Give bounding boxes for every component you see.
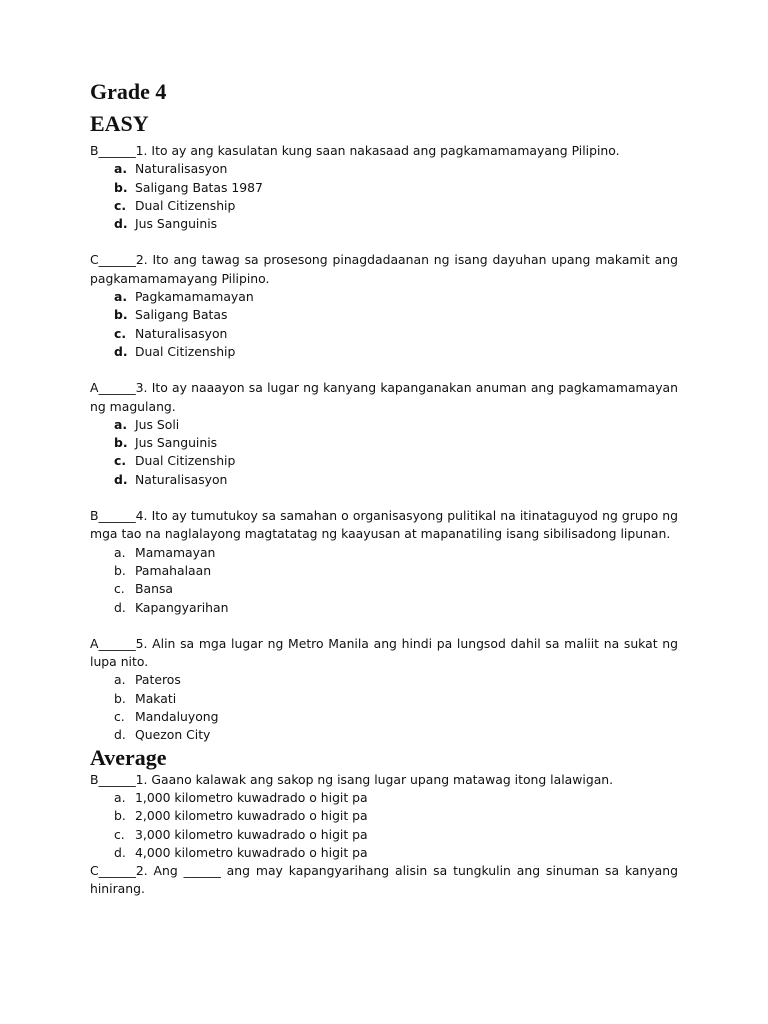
choice-letter: c.: [114, 826, 125, 842]
choice-list: [90, 288, 678, 361]
choice-letter: b.: [114, 808, 126, 824]
choice-item: [114, 544, 678, 562]
choice-text: Naturalisasyon: [135, 471, 228, 487]
choice-item: [114, 343, 678, 361]
choice-item: [114, 807, 678, 825]
choice-text: Mandaluyong: [135, 709, 219, 725]
choice-item: [114, 215, 678, 233]
choice-letter: d.: [114, 343, 128, 359]
question-easy-1: [90, 142, 678, 233]
choice-list: [90, 416, 678, 489]
choice-letter: a.: [114, 289, 128, 305]
question-easy-2: [90, 251, 678, 361]
grade-title: Grade 4: [90, 79, 167, 104]
section-heading-average: Average: [90, 744, 167, 770]
choice-item: [114, 306, 678, 324]
choice-item: [114, 179, 678, 197]
choice-letter: b.: [114, 435, 128, 451]
choice-item: [114, 580, 678, 598]
choice-list: [90, 789, 678, 862]
question-easy-5: [90, 635, 678, 745]
choice-letter: d.: [114, 727, 126, 743]
choice-text: Jus Sanguinis: [135, 216, 218, 232]
choice-text: Saligang Batas 1987: [135, 179, 263, 195]
choice-text: Quezon City: [135, 727, 211, 743]
choice-item: [114, 452, 678, 470]
choice-text: Bansa: [135, 581, 173, 597]
question-average-2: [90, 862, 678, 899]
choice-list: [90, 544, 678, 617]
question-text: B______4. Ito ay tumutukoy sa samahan o organisasyong pulitikal na itinataguyod ng grupo ng mga tao na naglalayong magtatatag ng kaayusan at mapanatiling isang sibilisadong lipunan.: [90, 508, 678, 542]
choice-item: [114, 471, 678, 489]
choice-letter: a.: [114, 416, 128, 432]
choice-item: [114, 690, 678, 708]
choice-letter: b.: [114, 179, 128, 195]
choice-item: [114, 197, 678, 215]
choice-text: Jus Sanguinis: [135, 435, 218, 451]
choice-text: Kapangyarihan: [135, 599, 229, 615]
question-easy-4: [90, 507, 678, 617]
choice-text: 3,000 kilometro kuwadrado o higit pa: [135, 826, 368, 842]
question-easy-3: [90, 379, 678, 489]
choice-text: 1,000 kilometro kuwadrado o higit pa: [135, 789, 368, 805]
choice-text: Pagkamamamayan: [135, 289, 254, 305]
choice-text: Dual Citizenship: [135, 453, 236, 469]
choice-text: Dual Citizenship: [135, 197, 236, 213]
question-text: B______1. Ito ay ang kasulatan kung saan nakasaad ang pagkamamamayang Pilipino.: [90, 143, 620, 158]
choice-item: [114, 434, 678, 452]
section-heading-easy: EASY: [90, 111, 149, 136]
choice-text: Saligang Batas: [135, 307, 228, 323]
choice-letter: d.: [114, 844, 126, 860]
choice-item: [114, 325, 678, 343]
choice-text: Pateros: [135, 672, 181, 688]
choice-letter: b.: [114, 307, 128, 323]
choice-letter: d.: [114, 471, 128, 487]
choice-item: [114, 416, 678, 434]
choice-list: [90, 671, 678, 744]
question-text: A______5. Alin sa mga lugar ng Metro Manila ang hindi pa lungsod dahil sa maliit na sukat ng lupa nito.: [90, 635, 678, 670]
choice-letter: c.: [114, 325, 127, 341]
choice-text: Pamahalaan: [135, 562, 212, 578]
choice-letter: a.: [114, 161, 128, 177]
choice-letter: c.: [114, 709, 125, 725]
choice-letter: b.: [114, 562, 126, 578]
choice-letter: d.: [114, 216, 128, 232]
choice-item: [114, 562, 678, 580]
choice-letter: d.: [114, 599, 126, 615]
choice-letter: c.: [114, 197, 127, 213]
choice-item: [114, 599, 678, 617]
question-text: A______3. Ito ay naaayon sa lugar ng kanyang kapanganakan anuman ang pagkamamamayan ng magulang.: [90, 380, 678, 414]
choice-text: Mamamayan: [135, 544, 216, 560]
question-text: C______2. Ito ang tawag sa prosesong pinagdadaanan ng isang dayuhan upang makamit ang pagkamamamayang Pilipino.: [90, 252, 678, 286]
choice-letter: b.: [114, 690, 126, 706]
choice-item: [114, 708, 678, 726]
choice-item: [114, 844, 678, 862]
choice-text: 4,000 kilometro kuwadrado o higit pa: [135, 844, 368, 860]
choice-text: Dual Citizenship: [135, 343, 236, 359]
choice-letter: a.: [114, 789, 126, 805]
choice-list: [90, 160, 678, 233]
choice-text: 2,000 kilometro kuwadrado o higit pa: [135, 808, 368, 824]
choice-text: Jus Soli: [135, 416, 180, 432]
choice-item: [114, 288, 678, 306]
choice-item: [114, 726, 678, 744]
question-text: C______2. Ang ______ ang may kapangyarihang alisin sa tungkulin ang sinuman sa kanyang hinirang.: [90, 863, 678, 897]
choice-letter: c.: [114, 581, 125, 597]
choice-letter: c.: [114, 453, 127, 469]
choice-text: Naturalisasyon: [135, 161, 228, 177]
choice-text: Naturalisasyon: [135, 325, 228, 341]
question-text: B______1. Gaano kalawak ang sakop ng isang lugar upang matawag itong lalawigan.: [90, 771, 614, 787]
question-average-1: [90, 771, 678, 862]
choice-letter: a.: [114, 672, 126, 688]
choice-letter: a.: [114, 544, 126, 560]
choice-text: Makati: [135, 690, 177, 706]
choice-item: [114, 671, 678, 689]
choice-item: [114, 160, 678, 178]
choice-item: [114, 789, 678, 807]
choice-item: [114, 826, 678, 844]
